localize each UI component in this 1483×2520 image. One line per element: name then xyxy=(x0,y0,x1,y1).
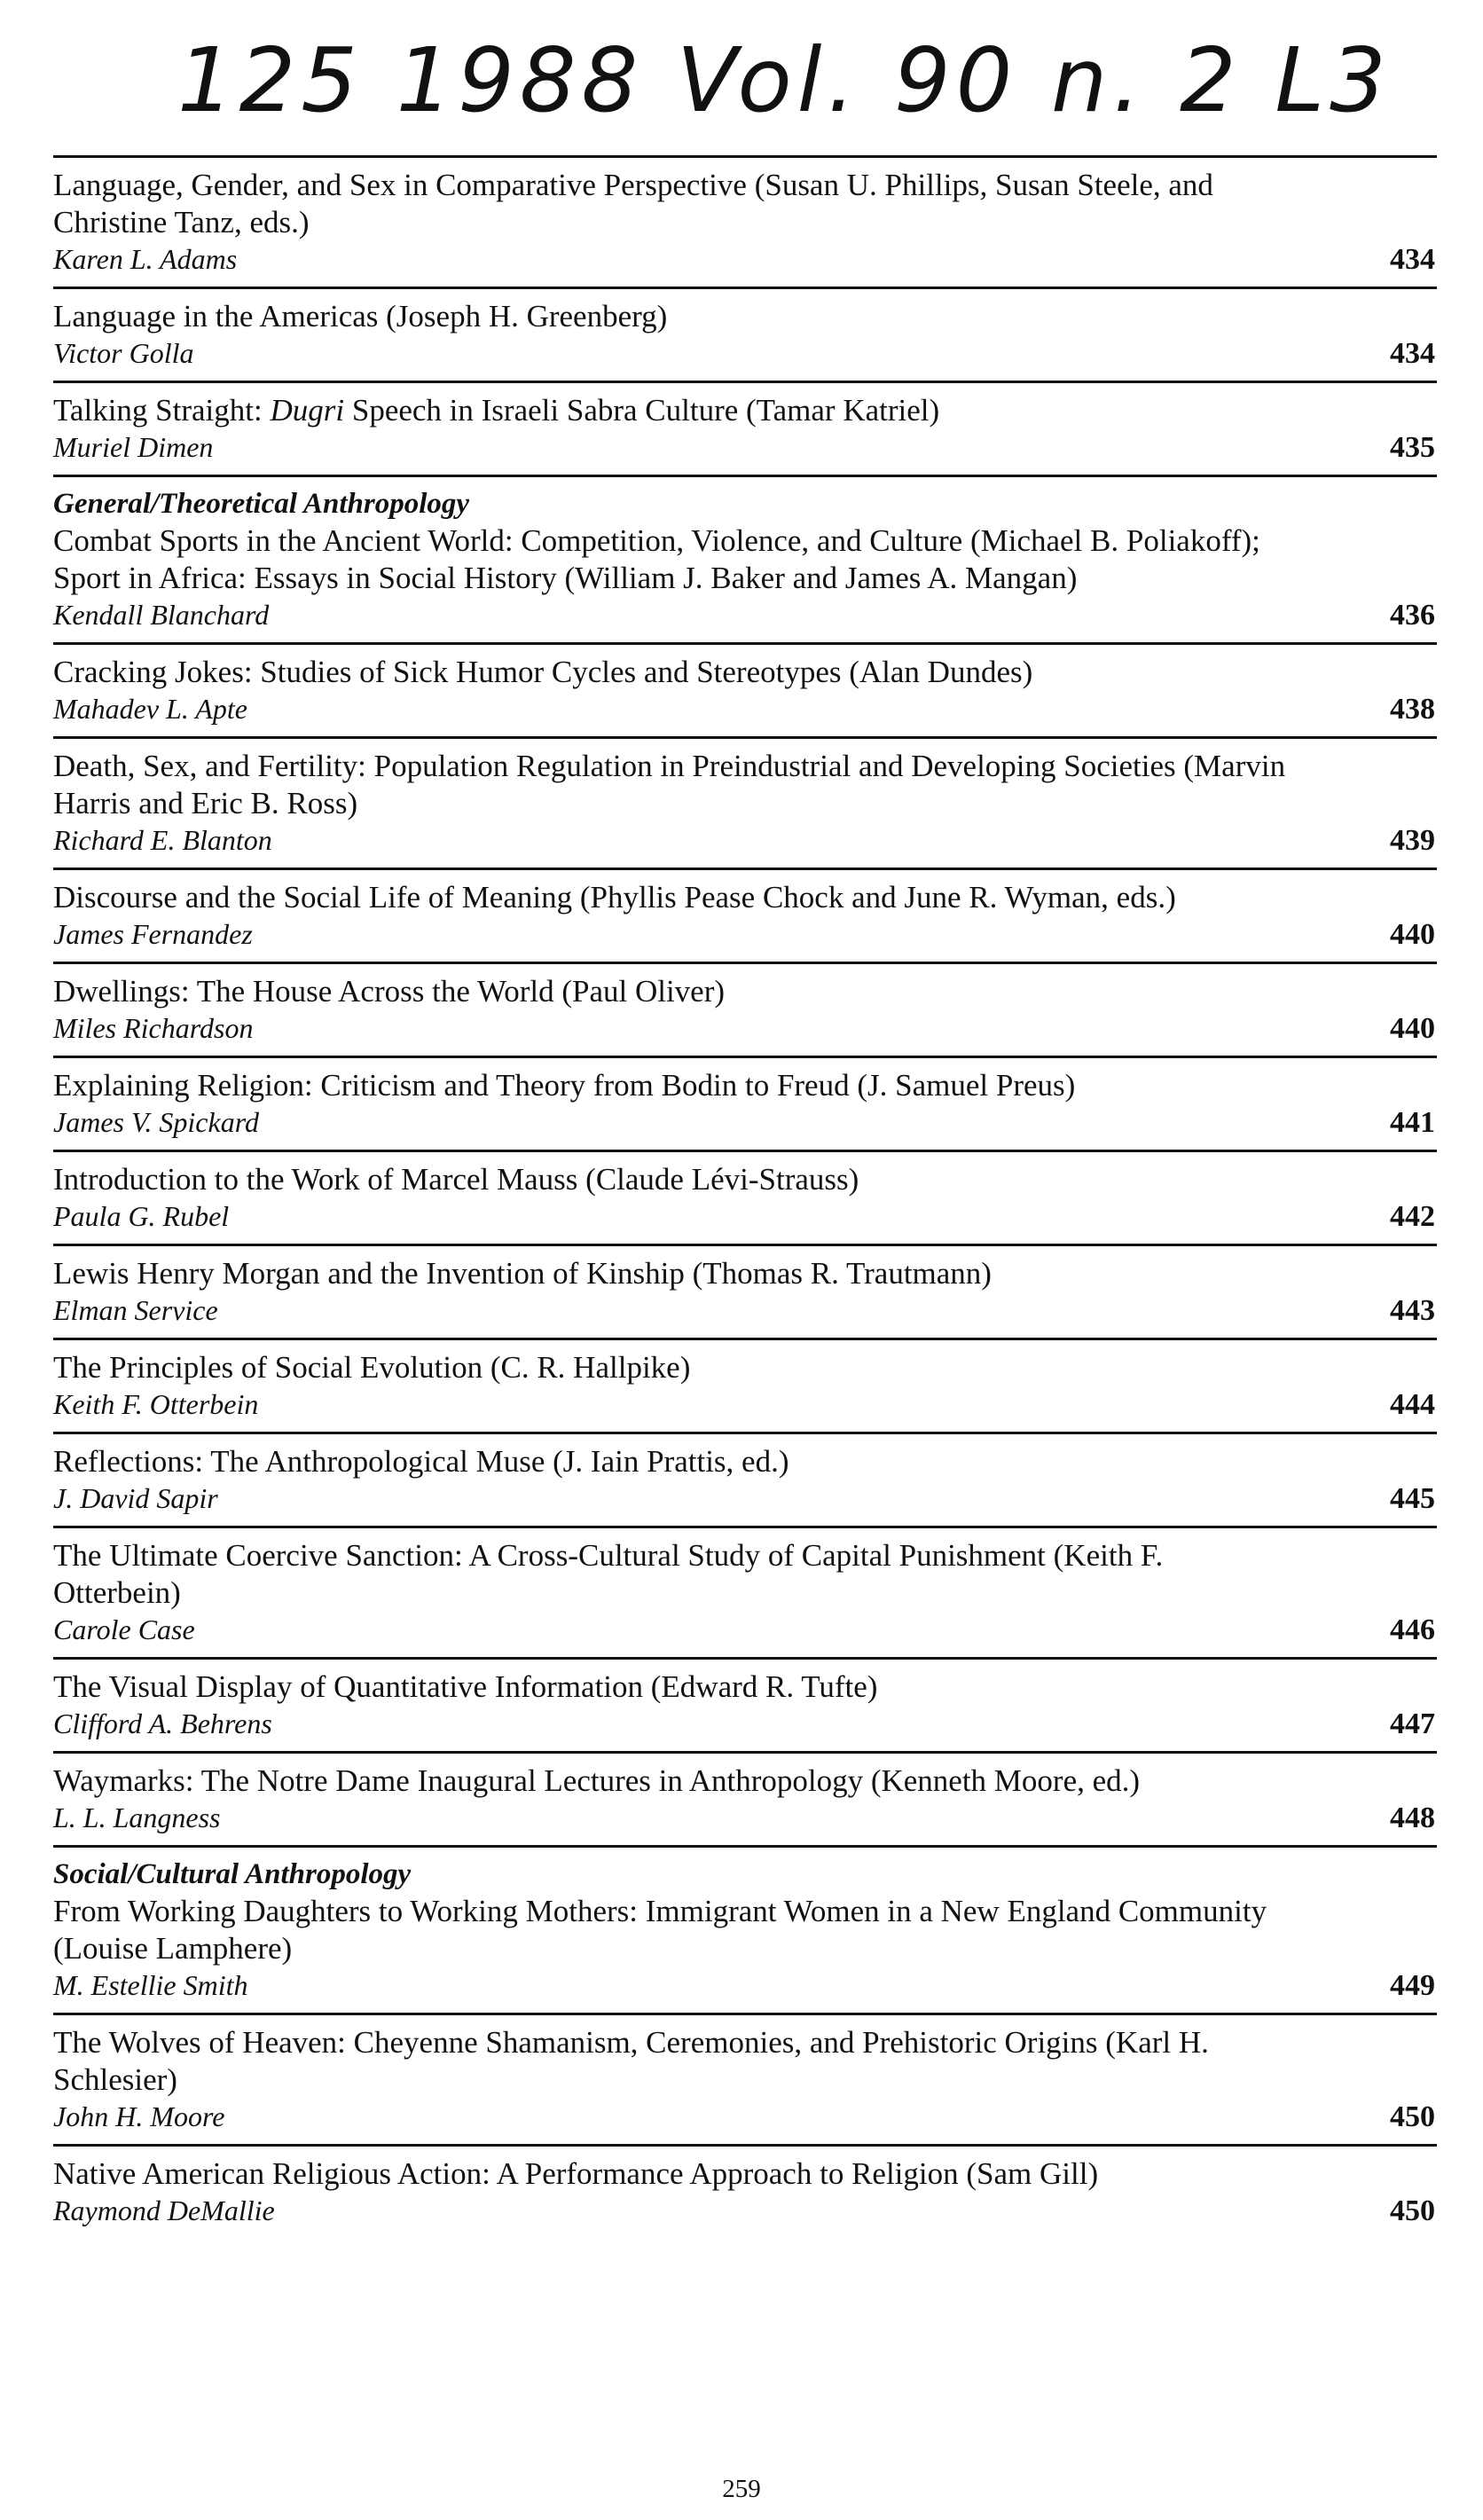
book-title: Explaining Religion: Criticism and Theory from Bodin to Freud (J. Samuel Preus) xyxy=(53,1068,1076,1103)
reviewer-name: Raymond DeMallie xyxy=(53,2194,275,2226)
page-number: 440 xyxy=(1390,918,1435,951)
list-item xyxy=(53,739,1437,870)
reviewer-name: James V. Spickard xyxy=(53,1106,259,1138)
book-title: Language, Gender, and Sex in Comparative Perspective (Susan U. Phillips, Susan Steele, and Christine Tanz, eds.) xyxy=(53,168,1213,239)
section-heading: Social/Cultural Anthropology xyxy=(53,1858,412,1890)
list-item xyxy=(53,1058,1437,1152)
list-item xyxy=(53,1754,1437,1848)
book-title-italic-part: Dugri xyxy=(270,393,345,428)
book-title: The Wolves of Heaven: Cheyenne Shamanism, Ceremonies, and Prehistoric Origins (Karl H. Schlesier) xyxy=(53,2025,1209,2097)
reviewer-name: Mahadev L. Apte xyxy=(53,693,247,725)
list-item xyxy=(53,1434,1437,1528)
list-item xyxy=(53,1152,1437,1246)
reviewer-name: Richard E. Blanton xyxy=(53,824,272,856)
reviewer-name: Muriel Dimen xyxy=(53,431,214,463)
page-number: 435 xyxy=(1390,431,1435,464)
reviewer-name: M. Estellie Smith xyxy=(53,1969,248,2001)
reviewer-name: Miles Richardson xyxy=(53,1012,254,1044)
list-item xyxy=(53,645,1437,739)
section-heading: General/Theoretical Anthropology xyxy=(53,488,470,520)
page-number: 438 xyxy=(1390,693,1435,726)
page-number: 442 xyxy=(1390,1200,1435,1233)
list-item xyxy=(53,477,1437,645)
page-number: 445 xyxy=(1390,1482,1435,1515)
handwritten-annotation xyxy=(177,27,1419,142)
reviewer-name: J. David Sapir xyxy=(53,1482,218,1514)
page-number: 446 xyxy=(1390,1613,1435,1646)
book-title: Cracking Jokes: Studies of Sick Humor Cycles and Stereotypes (Alan Dundes) xyxy=(53,655,1033,689)
page-number: 434 xyxy=(1390,243,1435,276)
list-item xyxy=(53,2147,1437,2238)
list-item xyxy=(53,1848,1437,2015)
reviewer-name: Keith F. Otterbein xyxy=(53,1388,259,1420)
list-item xyxy=(53,1340,1437,1434)
list-item xyxy=(53,383,1437,477)
reviewer-name: Karen L. Adams xyxy=(53,243,238,275)
reviewer-name: Paula G. Rubel xyxy=(53,1200,230,1232)
list-item xyxy=(53,289,1437,383)
page-number: 441 xyxy=(1390,1106,1435,1139)
handwritten-note-text: 125 1988 Vol. 90 n. 2 L3 xyxy=(177,28,1392,132)
book-title: The Visual Display of Quantitative Information (Edward R. Tufte) xyxy=(53,1669,878,1704)
list-item xyxy=(53,1246,1437,1340)
page-number: 440 xyxy=(1390,1012,1435,1045)
page-number: 434 xyxy=(1390,337,1435,370)
book-title: Discourse and the Social Life of Meaning (Phyllis Pease Chock and June R. Wyman, eds.) xyxy=(53,880,1176,915)
book-title xyxy=(53,392,1295,429)
reviewer-name: Elman Service xyxy=(53,1294,218,1326)
book-title: Introduction to the Work of Marcel Mauss (Claude Lévi-Strauss) xyxy=(53,1162,859,1197)
reviewer-name: Carole Case xyxy=(53,1613,195,1645)
book-title: Death, Sex, and Fertility: Population Regulation in Preindustrial and Developing Societies (Marvin Harris and Eric B. Ross) xyxy=(53,749,1286,820)
book-title: Waymarks: The Notre Dame Inaugural Lectures in Anthropology (Kenneth Moore, ed.) xyxy=(53,1763,1141,1798)
list-item xyxy=(53,964,1437,1058)
reviewer-name: John H. Moore xyxy=(53,2100,225,2132)
book-title: The Ultimate Coercive Sanction: A Cross-Cultural Study of Capital Punishment (Keith F. Otterbein) xyxy=(53,1538,1164,1610)
page-number: 443 xyxy=(1390,1294,1435,1327)
book-title: Reflections: The Anthropological Muse (J. Iain Prattis, ed.) xyxy=(53,1444,789,1479)
book-title: Native American Religious Action: A Performance Approach to Religion (Sam Gill) xyxy=(53,2156,1099,2191)
list-item xyxy=(53,2015,1437,2147)
reviewer-name: Kendall Blanchard xyxy=(53,599,270,631)
list-item xyxy=(53,870,1437,964)
book-title-part: Speech in Israeli Sabra Culture (Tamar Katriel) xyxy=(344,393,940,428)
book-title: Dwellings: The House Across the World (Paul Oliver) xyxy=(53,974,726,1009)
list-item xyxy=(53,1528,1437,1660)
page-folio: 259 xyxy=(722,2475,761,2503)
book-title: The Principles of Social Evolution (C. R. Hallpike) xyxy=(53,1350,691,1385)
list-item xyxy=(53,158,1437,289)
book-title-part: Talking Straight: xyxy=(53,393,271,428)
book-title: Language in the Americas (Joseph H. Greenberg) xyxy=(53,299,668,334)
reviewer-name: Victor Golla xyxy=(53,337,194,369)
reviewer-name: James Fernandez xyxy=(53,918,253,950)
page-number: 447 xyxy=(1390,1707,1435,1740)
page-number: 439 xyxy=(1390,824,1435,857)
page-number: 450 xyxy=(1390,2100,1435,2133)
page-number: 444 xyxy=(1390,1388,1435,1421)
book-title: Combat Sports in the Ancient World: Competition, Violence, and Culture (Michael B. Poliakoff); Sport in Africa: Essays in Social History (William J. Baker and James A. Mangan) xyxy=(53,523,1260,595)
contents-page xyxy=(53,155,1437,2238)
reviewer-name: Clifford A. Behrens xyxy=(53,1707,272,1739)
page-number: 449 xyxy=(1390,1969,1435,2002)
page-number: 450 xyxy=(1390,2194,1435,2227)
reviewer-name: L. L. Langness xyxy=(53,1802,221,1833)
book-title: Lewis Henry Morgan and the Invention of Kinship (Thomas R. Trautmann) xyxy=(53,1256,992,1291)
page-number: 436 xyxy=(1390,599,1435,632)
list-item xyxy=(53,1660,1437,1754)
book-title: From Working Daughters to Working Mothers: Immigrant Women in a New England Community (Louise Lamphere) xyxy=(53,1894,1267,1966)
page-number: 448 xyxy=(1390,1802,1435,1834)
